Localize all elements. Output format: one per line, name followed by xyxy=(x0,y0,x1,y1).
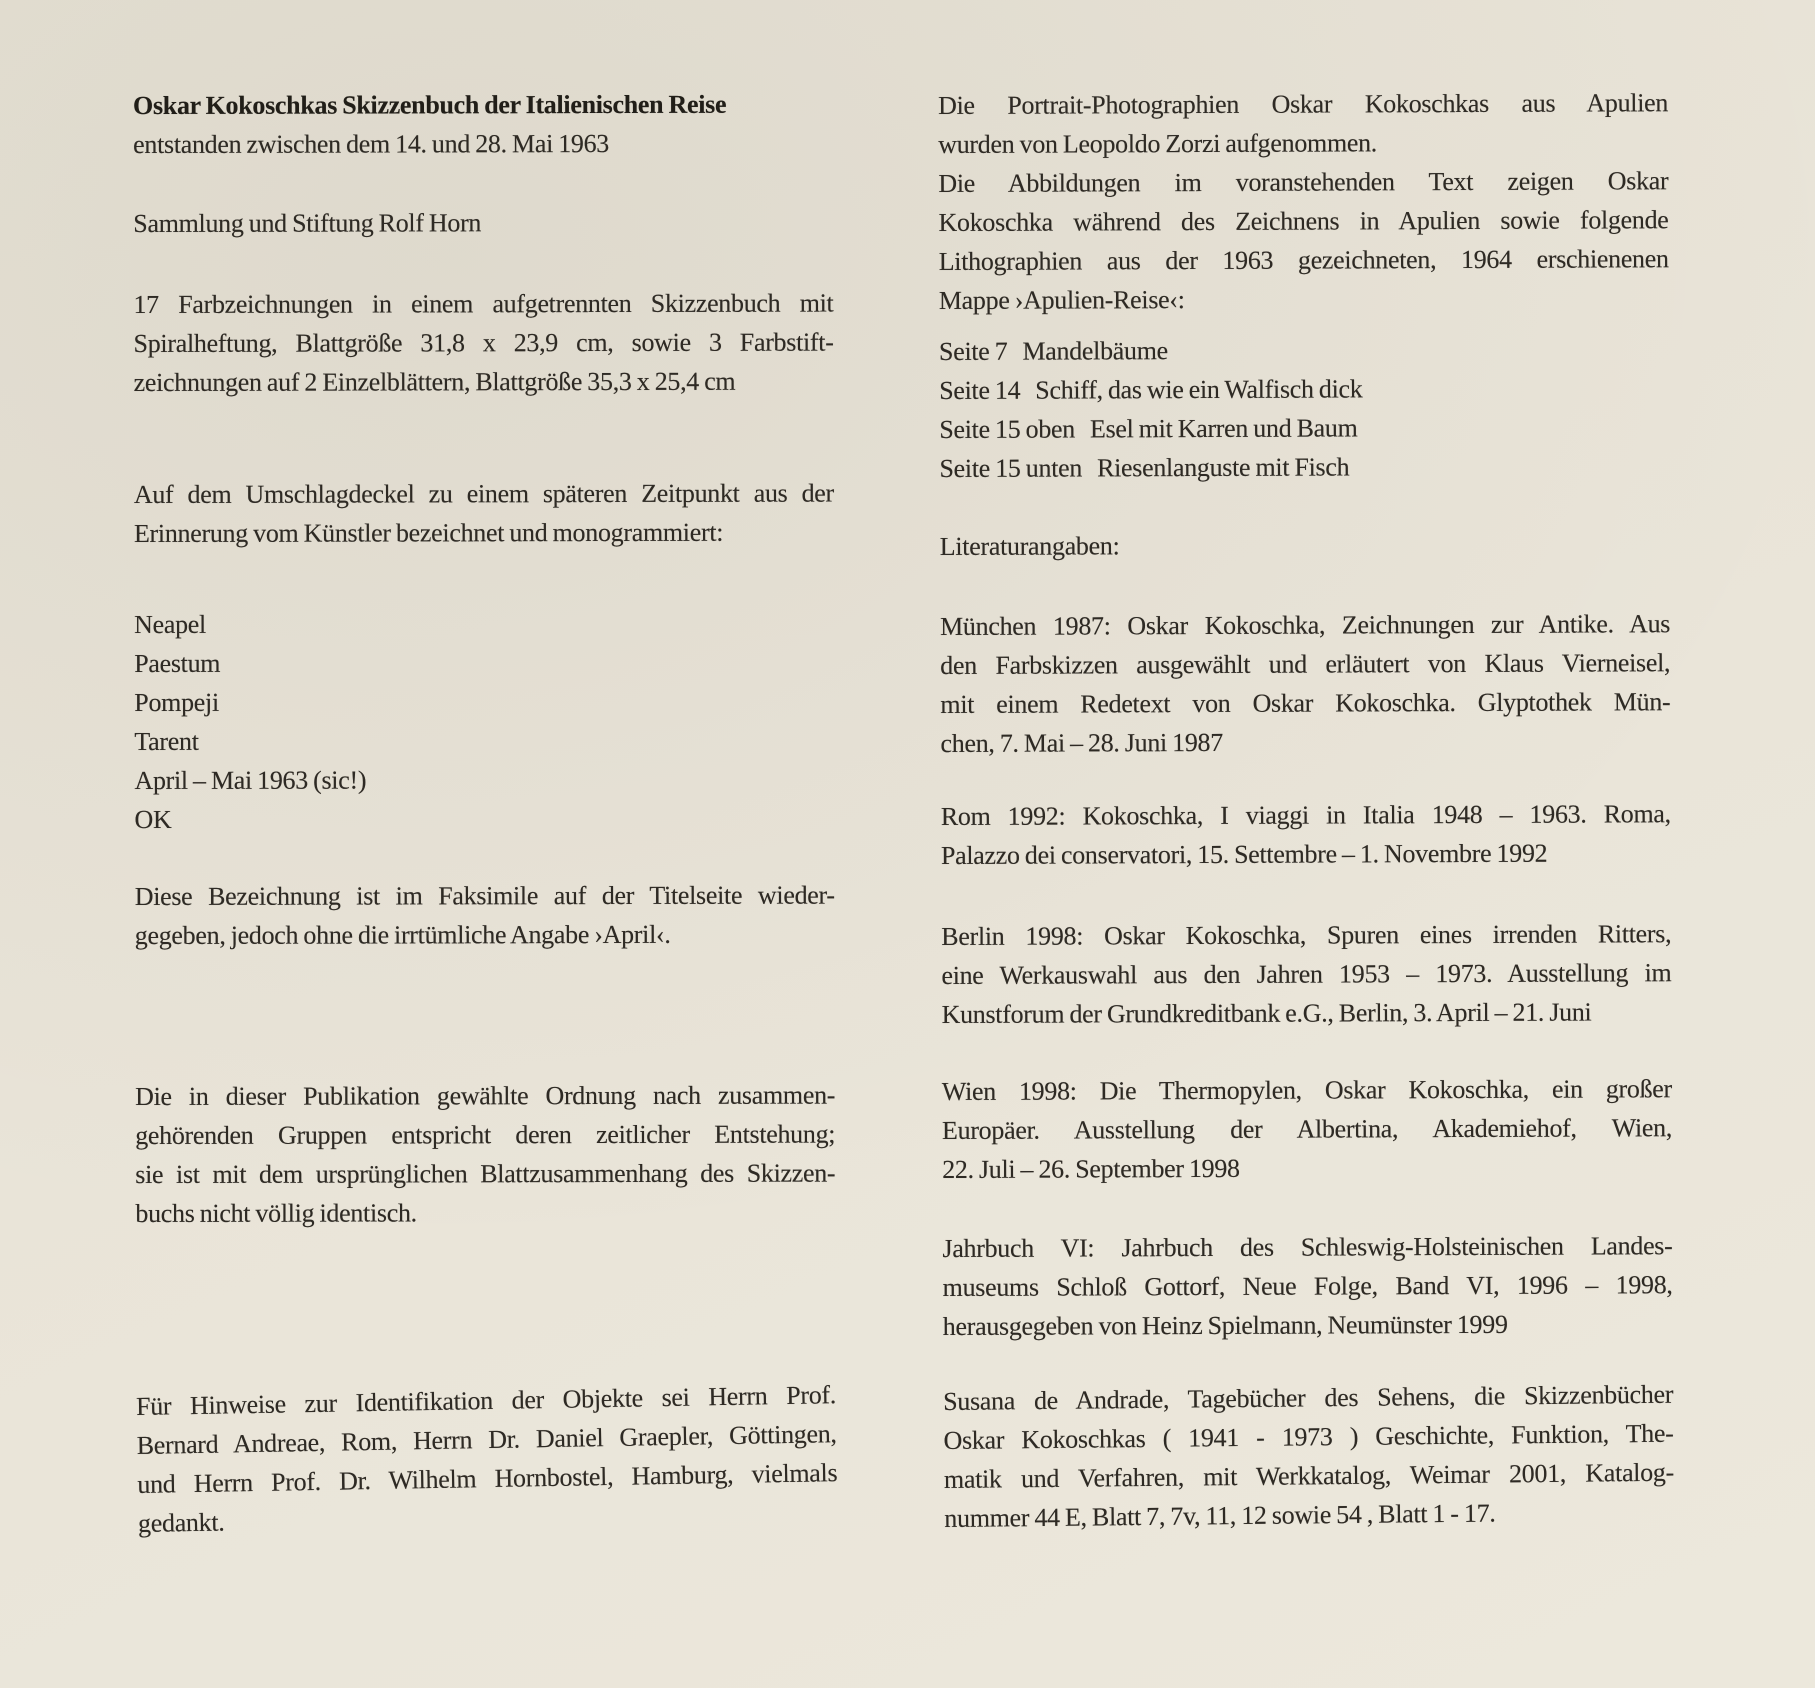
text-line: gedankt. xyxy=(137,1507,225,1538)
text-line: OK xyxy=(134,804,172,834)
text-line: zeichnungen auf 2 Einzelblättern, Blattgröße 35,3 x 25,4 cm xyxy=(133,366,736,397)
text-line: Oskar Kokoschkas Skizzenbuch der Italienischen Reise xyxy=(133,89,727,120)
text-line: 17 Farbzeichnungen in einem aufgetrennten Skizzenbuch mit xyxy=(133,288,834,319)
text-line: Diese Bezeichnung ist im Faksimile auf der Titelseite wieder- xyxy=(134,880,835,911)
page-reference: Seite 15 unten xyxy=(939,453,1083,483)
text-line: sie ist mit dem ursprünglichen Blattzusammenhang des Skizzen- xyxy=(135,1158,836,1189)
text-line: nummer 44 E, Blatt 7, 7v, 11, 12 sowie 54 , Blatt 1 - 17. xyxy=(944,1498,1496,1533)
text-line: Susana de Andrade, Tagebücher des Sehens, die Skizzenbücher xyxy=(943,1379,1674,1416)
text-paragraph xyxy=(940,524,1670,566)
text-paragraph xyxy=(940,604,1671,763)
text-line: Jahrbuch VI: Jahrbuch des Schleswig-Holsteinischen Landes- xyxy=(942,1231,1673,1263)
text-line: entstanden zwischen dem 14. und 28. Mai 1963 xyxy=(133,129,610,159)
text-paragraph xyxy=(938,161,1669,320)
text-line: Die in dieser Publikation gewählte Ordnung nach zusammen- xyxy=(135,1080,836,1111)
page-reference: Seite 15 oben xyxy=(939,414,1076,444)
text-line: Für Hinweise zur Identifikation der Objekte sei Herrn Prof. xyxy=(135,1380,837,1421)
text-paragraph xyxy=(134,474,834,553)
caption-row xyxy=(939,368,1669,410)
text-line: Berlin 1998: Oskar Kokoschka, Spuren eines irrenden Ritters, xyxy=(941,919,1672,951)
text-paragraph xyxy=(942,1069,1672,1189)
text-line: mit einem Redetext von Oskar Kokoschka. Glyptothek Mün- xyxy=(940,687,1671,719)
text-line: Erinnerung vom Künstler bezeichnet und monogrammiert: xyxy=(133,517,724,548)
text-paragraph xyxy=(938,83,1668,164)
text-paragraph xyxy=(133,284,833,402)
text-line: Europäer. Ausstellung der Albertina, Akademiehof, Wien, xyxy=(941,1113,1673,1145)
text-line: chen, 7. Mai – 28. Juni 1987 xyxy=(940,727,1223,758)
text-paragraph xyxy=(941,794,1671,875)
text-line: Kunstforum der Grundkreditbank e.G., Berlin, 3. April – 21. Juni xyxy=(941,997,1592,1029)
text-line: Paestum xyxy=(134,648,221,678)
text-paragraph xyxy=(133,124,833,164)
right-column xyxy=(938,83,1674,1538)
text-line: Auf dem Umschlagdeckel zu einem späteren Zeitpunkt aus der xyxy=(133,478,834,509)
text-line: museums Schloß Gottorf, Neue Folge, Band VI, 1996 – 1998, xyxy=(942,1270,1673,1302)
text-line: Oskar Kokoschkas ( 1941 - 1973 ) Geschichte, Funktion, The- xyxy=(943,1418,1674,1455)
text-line: Bernard Andreae, Rom, Herrn Dr. Daniel Graepler, Göttingen, xyxy=(136,1419,837,1460)
text-line: Mappe ›Apulien-Reise‹: xyxy=(938,285,1185,315)
text-line: 22. Juli – 26. September 1998 xyxy=(942,1153,1240,1184)
text-paragraph xyxy=(133,203,833,243)
text-line: München 1987: Oskar Kokoschka, Zeichnungen zur Antike. Aus xyxy=(940,609,1671,641)
text-line: Lithographien aus der 1963 gezeichneten, 1964 erschienenen xyxy=(938,244,1669,276)
text-paragraph xyxy=(135,1076,835,1233)
caption-row xyxy=(939,329,1669,371)
inscription-list xyxy=(134,604,834,839)
page-reference: Seite 7 xyxy=(938,336,1008,366)
caption-text: Mandelbäume xyxy=(1022,336,1168,366)
text-line: und Herrn Prof. Dr. Wilhelm Hornbostel, Hamburg, vielmals xyxy=(137,1458,838,1499)
text-line: Tarent xyxy=(134,726,199,756)
text-paragraph xyxy=(943,1375,1675,1538)
text-paragraph xyxy=(135,876,835,955)
page-title xyxy=(133,85,833,125)
text-line: Neapel xyxy=(134,609,206,639)
text-line: Literaturangaben: xyxy=(939,531,1120,561)
page-reference: Seite 14 xyxy=(939,375,1021,405)
text-paragraph xyxy=(942,1226,1672,1346)
left-column xyxy=(133,85,836,1543)
text-line: matik und Verfahren, mit Werkkatalog, Weimar 2001, Katalog- xyxy=(943,1457,1675,1494)
text-line: Sammlung und Stiftung Rolf Horn xyxy=(133,208,482,238)
caption-row xyxy=(939,446,1669,488)
text-line: buchs nicht völlig identisch. xyxy=(135,1198,417,1228)
text-line: eine Werkauswahl aus den Jahren 1953 – 1973. Ausstellung im xyxy=(941,958,1672,990)
text-line: den Farbskizzen ausgewählt und erläutert von Klaus Vierneisel, xyxy=(940,648,1671,680)
text-line: Spiralheftung, Blattgröße 31,8 x 23,9 cm, sowie 3 Farbstift- xyxy=(133,327,834,358)
text-line: Die Abbildungen im voranstehenden Text zeigen Oskar xyxy=(938,166,1669,198)
text-line: gegeben, jedoch ohne die irrtümliche Angabe ›April‹. xyxy=(134,919,671,950)
caption-text: Esel mit Karren und Baum xyxy=(1089,413,1358,444)
text-line: Pompeji xyxy=(134,687,219,717)
caption-text: Schiff, das wie ein Walfisch dick xyxy=(1035,374,1363,405)
text-line: herausgegeben von Heinz Spielmann, Neumünster 1999 xyxy=(942,1309,1508,1341)
text-line: Die Portrait-Photographien Oskar Kokoschkas aus Apulien xyxy=(938,88,1669,120)
caption-row xyxy=(939,407,1669,449)
text-line: Kokoschka während des Zeichnens in Apulien sowie folgende xyxy=(938,205,1669,237)
text-line: Wien 1998: Die Thermopylen, Oskar Kokoschka, ein großer xyxy=(941,1074,1672,1106)
text-line: Rom 1992: Kokoschka, I viaggi in Italia 1948 – 1963. Roma, xyxy=(940,799,1671,831)
text-paragraph xyxy=(941,914,1671,1034)
caption-text: Riesenlanguste mit Fisch xyxy=(1096,452,1350,483)
text-paragraph xyxy=(136,1375,839,1543)
text-line: April – Mai 1963 (sic!) xyxy=(134,765,367,795)
text-line: gehörenden Gruppen entspricht deren zeitlicher Entstehung; xyxy=(135,1119,836,1150)
lithograph-caption-list xyxy=(939,329,1670,488)
text-line: Palazzo dei conservatori, 15. Settembre – 1. Novembre 1992 xyxy=(940,838,1548,870)
text-line: wurden von Leopoldo Zorzi aufgenommen. xyxy=(938,128,1378,159)
